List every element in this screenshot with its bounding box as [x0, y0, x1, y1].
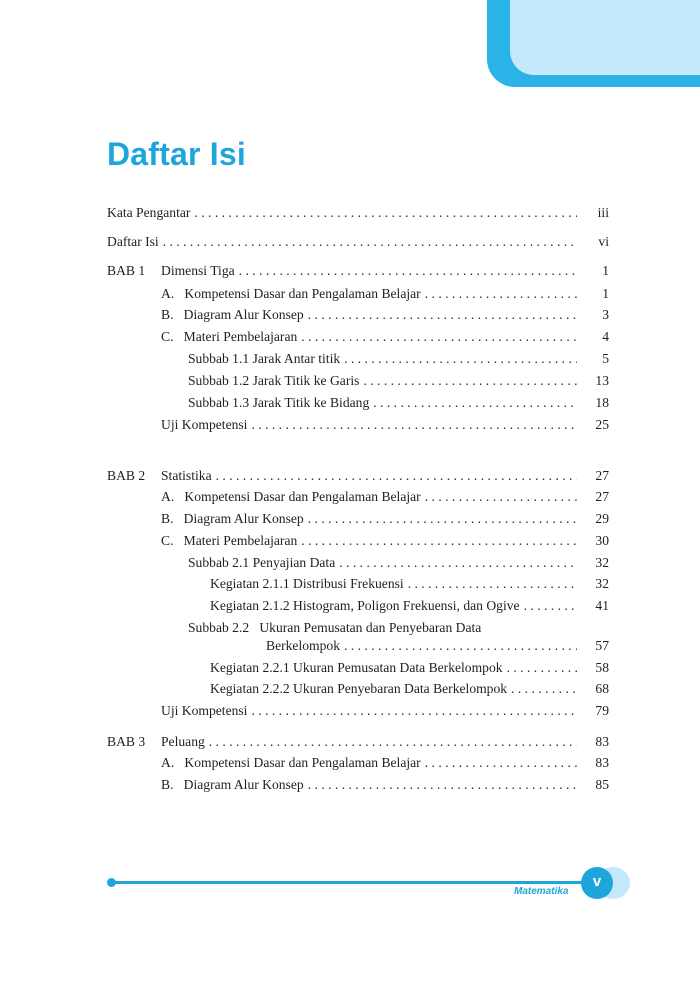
- toc-entry-page: 41: [595, 598, 609, 613]
- dot-leader: [301, 327, 577, 347]
- toc-entry-label: Dimensi Tiga: [161, 263, 235, 278]
- toc-entry-page: 32: [595, 576, 609, 591]
- toc-entry-bab-2-uji-kompetensi[interactable]: [161, 701, 609, 721]
- dot-leader: [524, 596, 577, 616]
- toc-entry-page: 85: [595, 777, 609, 792]
- toc-entry-bab-3-a[interactable]: [161, 753, 609, 773]
- toc-entry-label: Kata Pengantar: [107, 205, 191, 220]
- dot-leader: [308, 775, 577, 795]
- dot-leader: [507, 658, 577, 678]
- page-number: v: [581, 867, 613, 899]
- toc-entry-label: Subbab 1.3 Jarak Titik ke Bidang: [188, 395, 370, 410]
- toc-entry-label: C. Materi Pembelajaran: [161, 533, 298, 548]
- toc-entry-label: B. Diagram Alur Konsep: [161, 307, 304, 322]
- chapter-prefix-bab-3: BAB 3: [107, 734, 146, 749]
- dot-leader: [308, 509, 577, 529]
- toc-entry-label: Kegiatan 2.2.1 Ukuran Pemusatan Data Berkelompok: [210, 660, 503, 675]
- toc-entry-label: Subbab 1.2 Jarak Titik ke Garis: [188, 373, 360, 388]
- toc-entry-bab-3[interactable]: [161, 732, 609, 752]
- dot-leader: [344, 349, 577, 369]
- dot-leader: [425, 753, 577, 773]
- toc-entry-subbab-1-1[interactable]: [188, 349, 609, 369]
- dot-leader: [363, 371, 577, 391]
- dot-leader: [163, 232, 577, 252]
- toc-entry-label: A. Kompetensi Dasar dan Pengalaman Belajar: [161, 755, 421, 770]
- corner-tab-inner-decoration: [510, 0, 700, 75]
- dot-leader: [425, 487, 577, 507]
- dot-leader: [194, 203, 577, 223]
- dot-leader: [239, 261, 577, 281]
- chapter-prefix-bab-1: BAB 1: [107, 263, 146, 278]
- toc-entry-label: Subbab 1.1 Jarak Antar titik: [188, 351, 341, 366]
- page-title: Daftar Isi: [107, 136, 246, 172]
- toc-entry-label: Daftar Isi: [107, 234, 159, 249]
- toc-entry-daftar-isi[interactable]: [107, 232, 609, 252]
- dot-leader: [209, 732, 577, 752]
- toc-entry-label: A. Kompetensi Dasar dan Pengalaman Belajar: [161, 286, 421, 301]
- dot-leader: [408, 574, 577, 594]
- toc-entry-label: A. Kompetensi Dasar dan Pengalaman Belajar: [161, 489, 421, 504]
- toc-entry-page: 1: [602, 263, 609, 278]
- toc-entry-subbab-2-2-line-2[interactable]: [266, 636, 609, 656]
- dot-leader: [344, 636, 577, 656]
- dot-leader: [301, 531, 577, 551]
- toc-entry-bab-1[interactable]: [161, 261, 609, 281]
- toc-entry-page: 58: [595, 660, 609, 675]
- toc-entry-bab-1-uji-kompetensi[interactable]: [161, 415, 609, 435]
- toc-entry-label: Peluang: [161, 734, 205, 749]
- toc-entry-page: 27: [595, 489, 609, 504]
- toc-entry-label: Uji Kompetensi: [161, 417, 248, 432]
- toc-entry-page: 79: [595, 703, 609, 718]
- footer-subject: Matematika: [514, 886, 569, 897]
- toc-entry-page: 32: [595, 555, 609, 570]
- toc-entry-page: 5: [602, 351, 609, 366]
- toc-entry-page: 27: [595, 468, 609, 483]
- toc-entry-bab-1-a[interactable]: [161, 284, 609, 304]
- toc-entry-bab-1-b[interactable]: [161, 305, 609, 325]
- dot-leader: [373, 393, 577, 413]
- toc-entry-bab-2[interactable]: [161, 466, 609, 486]
- dot-leader: [216, 466, 577, 486]
- toc-entry-page: 29: [595, 511, 609, 526]
- toc-entry-bab-2-b[interactable]: [161, 509, 609, 529]
- toc-entry-label: Subbab 2.1 Penyajian Data: [188, 555, 336, 570]
- toc-entry-subbab-1-2[interactable]: [188, 371, 609, 391]
- footer-rule: [112, 881, 590, 884]
- toc-entry-subbab-2-1[interactable]: [188, 553, 609, 573]
- toc-entry-kegiatan-2-2-1[interactable]: [210, 658, 609, 678]
- toc-entry-page: 4: [602, 329, 609, 344]
- dot-leader: [251, 701, 577, 721]
- toc-entry-page: 83: [595, 755, 609, 770]
- chapter-prefix-bab-2: BAB 2: [107, 468, 146, 483]
- toc-entry-page: 30: [595, 533, 609, 548]
- toc-entry-page: 68: [595, 681, 609, 696]
- toc-entry-page: 1: [602, 286, 609, 301]
- toc-entry-page: 57: [595, 638, 609, 653]
- toc-entry-label: Berkelompok: [266, 638, 340, 653]
- toc-entry-label: Kegiatan 2.2.2 Ukuran Penyebaran Data Berkelompok: [210, 681, 508, 696]
- toc-entry-subbab-1-3[interactable]: [188, 393, 609, 413]
- toc-entry-page: 25: [595, 417, 609, 432]
- toc-entry-bab-3-b[interactable]: [161, 775, 609, 795]
- toc-entry-label: Uji Kompetensi: [161, 703, 248, 718]
- toc-entry-bab-2-c[interactable]: [161, 531, 609, 551]
- dot-leader: [425, 284, 577, 304]
- toc-entry-label: Kegiatan 2.1.1 Distribusi Frekuensi: [210, 576, 404, 591]
- toc-entry-page: 18: [595, 395, 609, 410]
- dot-leader: [339, 553, 577, 573]
- toc-entry-kegiatan-2-1-2[interactable]: [210, 596, 609, 616]
- toc-entry-page: vi: [598, 234, 609, 249]
- toc-entry-page: 13: [595, 373, 609, 388]
- toc-entry-label: C. Materi Pembelajaran: [161, 329, 298, 344]
- toc-entry-label: Statistika: [161, 468, 212, 483]
- toc-entry-label: B. Diagram Alur Konsep: [161, 777, 304, 792]
- toc-entry-label: Kegiatan 2.1.2 Histogram, Poligon Frekuensi, dan Ogive: [210, 598, 520, 613]
- toc-entry-page: iii: [597, 205, 609, 220]
- dot-leader: [308, 305, 577, 325]
- dot-leader: [511, 679, 577, 699]
- toc-entry-kegiatan-2-1-1[interactable]: [210, 574, 609, 594]
- toc-entry-label: B. Diagram Alur Konsep: [161, 511, 304, 526]
- dot-leader: [251, 415, 577, 435]
- toc-entry-page: 3: [602, 307, 609, 322]
- toc-entry-kegiatan-2-2-2[interactable]: [210, 679, 609, 699]
- toc-entry-bab-2-a[interactable]: [161, 487, 609, 507]
- toc-entry-kata-pengantar[interactable]: [107, 203, 609, 223]
- toc-entry-subbab-2-2-line-1[interactable]: Subbab 2.2 Ukuran Pemusatan dan Penyebaran Data: [188, 620, 482, 635]
- toc-entry-bab-1-c[interactable]: [161, 327, 609, 347]
- toc-entry-page: 83: [595, 734, 609, 749]
